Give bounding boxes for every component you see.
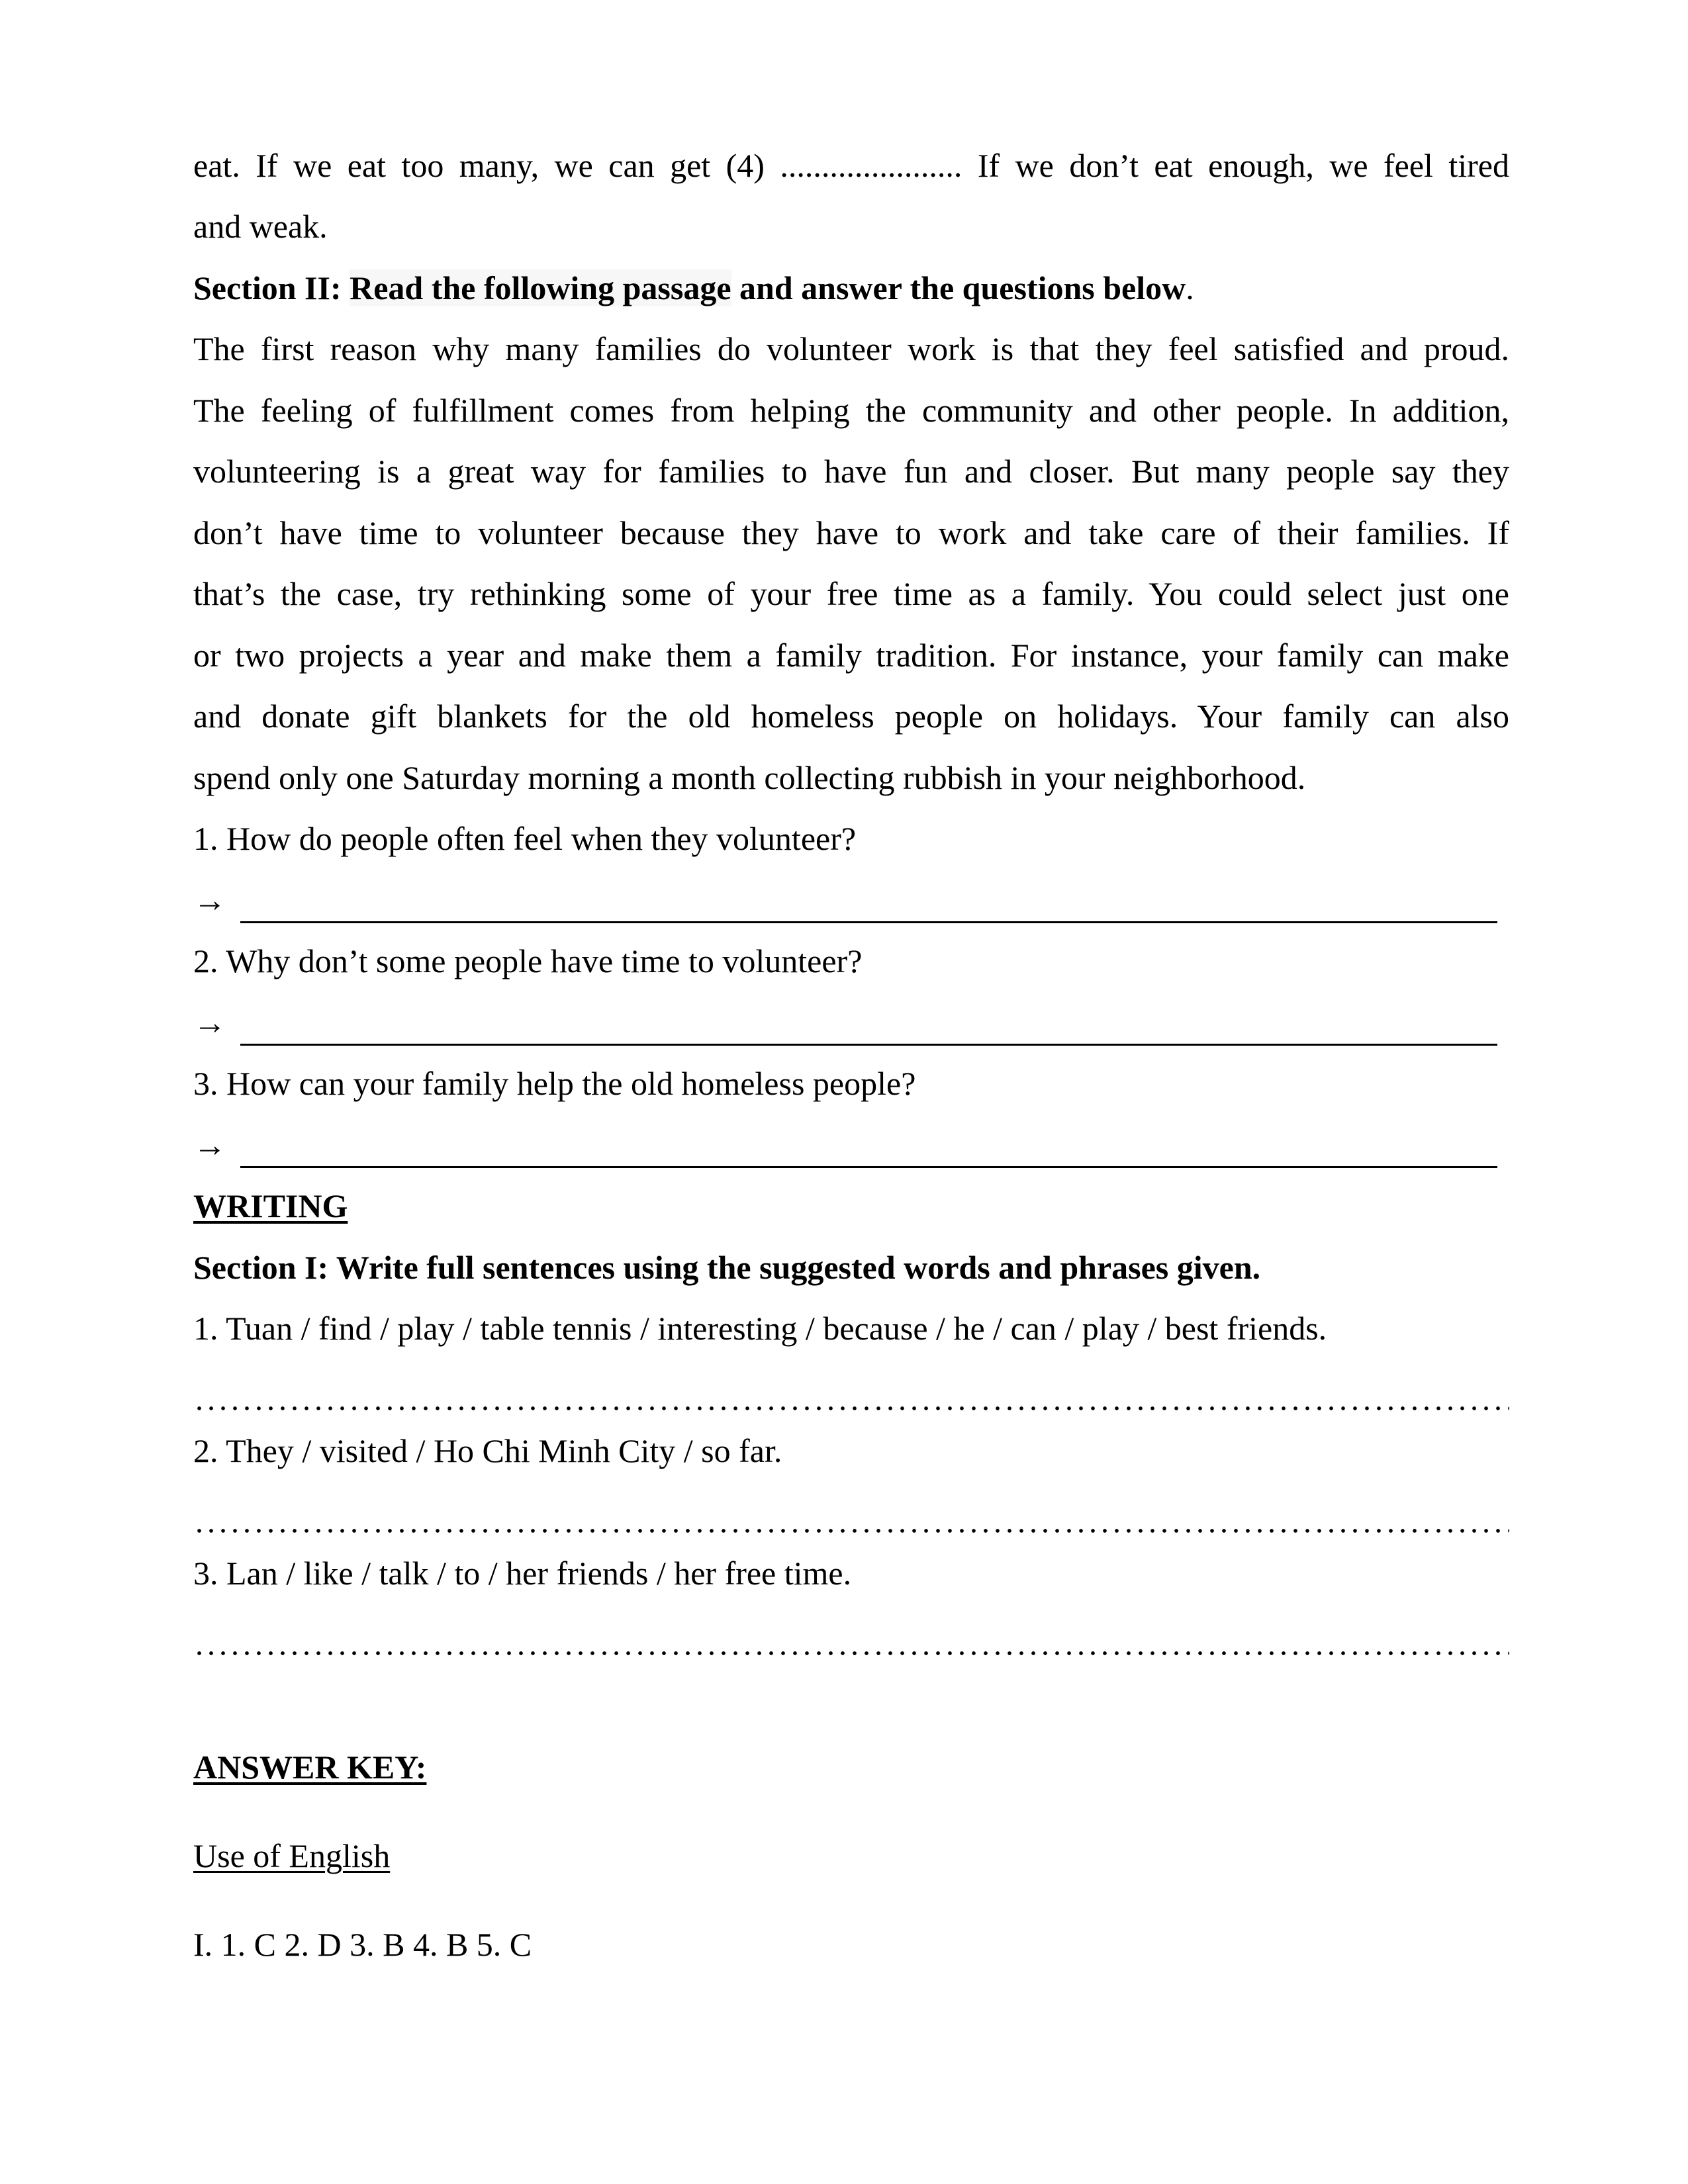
- answer-field-2[interactable]: [193, 1003, 1497, 1042]
- passage-line: don’t have time to volunteer because they have to work and take care of their families. If: [193, 514, 1509, 551]
- section-2-heading-end: .: [1186, 269, 1194, 306]
- section-2-heading-prefix: Section II:: [193, 269, 350, 306]
- writing-answer-line-3[interactable]: [193, 1650, 1509, 1657]
- passage-line: volunteering is a great way for families to have fun and closer. But many people say they: [193, 453, 1509, 490]
- answer-field-3[interactable]: [193, 1125, 1497, 1165]
- answer-underline: [240, 1044, 1497, 1046]
- passage-line: that’s the case, try rethinking some of your free time as a family. You could select just one: [193, 575, 1509, 612]
- writing-prompt-1: 1. Tuan / find / play / table tennis / interesting / because / he / can / play / best friends.: [193, 1310, 1327, 1347]
- reading-text-line: and weak.: [193, 208, 328, 245]
- writing-title: WRITING: [193, 1187, 348, 1224]
- passage-line: spend only one Saturday morning a month collecting rubbish in your neighborhood.: [193, 759, 1306, 796]
- arrow-right-icon: →: [193, 1126, 226, 1163]
- answer-underline: [240, 1166, 1497, 1168]
- answer-key-line: I. 1. C 2. D 3. B 4. B 5. C: [193, 1926, 532, 1963]
- question-1: 1. How do people often feel when they volunteer?: [193, 820, 857, 857]
- section-2-heading-highlighted: Read the following passage: [350, 269, 731, 306]
- passage-line: and donate gift blankets for the old homeless people on holidays. Your family can also: [193, 698, 1509, 735]
- passage-line: The first reason why many families do volunteer work is that they feel satisfied and proud.: [193, 330, 1509, 367]
- writing-answer-line-1[interactable]: [193, 1405, 1509, 1412]
- answer-key-title: ANSWER KEY:: [193, 1749, 427, 1786]
- writing-prompt-3: 3. Lan / like / talk / to / her friends / her free time.: [193, 1555, 852, 1592]
- answer-key-subsection: Use of English: [193, 1837, 391, 1874]
- answer-field-1[interactable]: [193, 880, 1497, 920]
- passage-line: or two projects a year and make them a family tradition. For instance, your family can make: [193, 637, 1509, 674]
- arrow-right-icon: →: [193, 1004, 226, 1041]
- writing-prompt-2: 2. They / visited / Ho Chi Minh City / so far.: [193, 1432, 782, 1469]
- reading-text-line: eat. If we eat too many, we can get (4) ...................... If we don’t eat enough, we feel tired: [193, 147, 1509, 184]
- answer-underline: [240, 921, 1497, 923]
- passage-line: The feeling of fulfillment comes from helping the community and other people. In addition,: [193, 392, 1509, 429]
- section-2-heading-rest: and answer the questions below: [731, 269, 1186, 306]
- section-2-heading: [193, 268, 1509, 308]
- question-3: 3. How can your family help the old homeless people?: [193, 1065, 916, 1102]
- writing-answer-line-2[interactable]: [193, 1527, 1509, 1534]
- question-2: 2. Why don’t some people have time to volunteer?: [193, 942, 863, 979]
- arrow-right-icon: →: [193, 882, 226, 919]
- writing-section-1-heading: Section I: Write full sentences using the suggested words and phrases given.: [193, 1249, 1261, 1286]
